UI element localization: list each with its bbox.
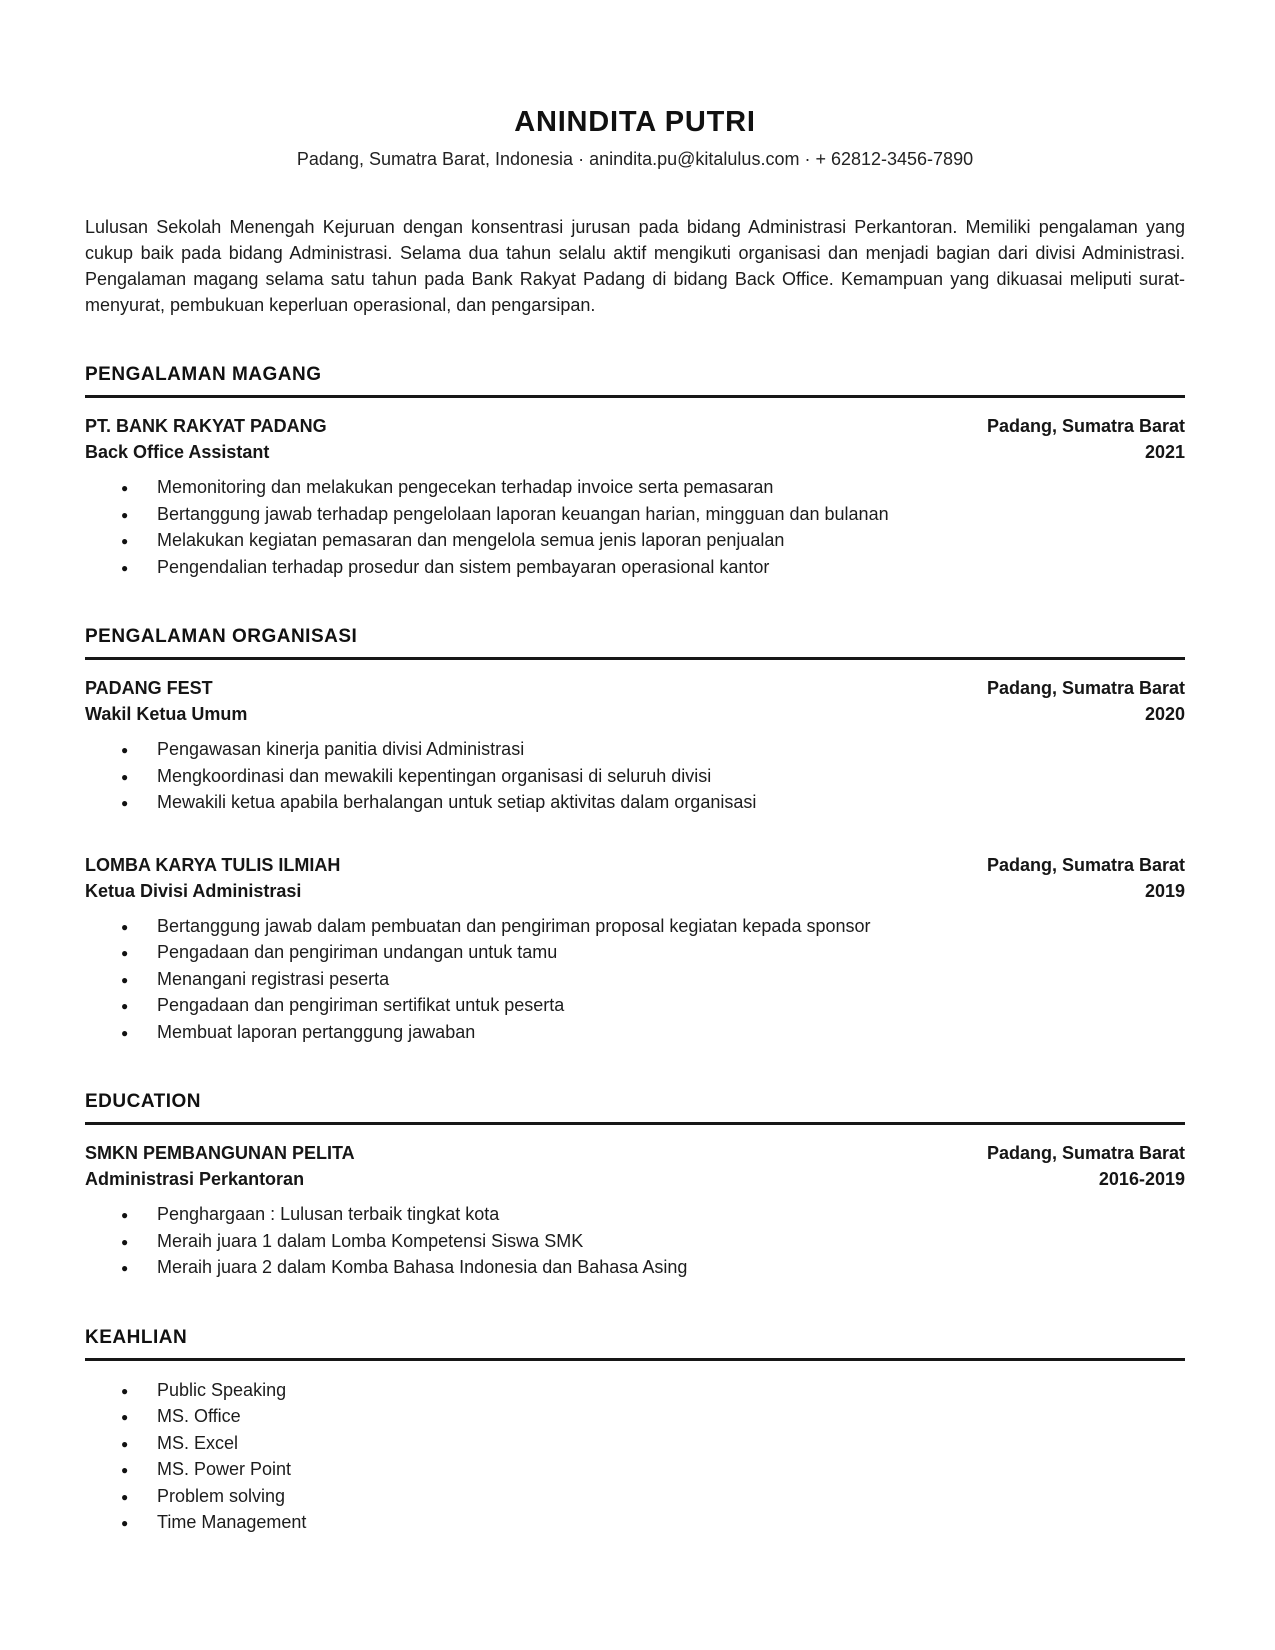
entry-location: Padang, Sumatra Barat xyxy=(986,1143,1185,1163)
org-name: PADANG FEST xyxy=(85,678,213,698)
entry-period: 2016-2019 xyxy=(1098,1169,1185,1189)
entry-header-row xyxy=(85,1140,1185,1166)
skill-item: ● Problem solving xyxy=(85,1483,1185,1510)
bullet-item: ● Pengadaan dan pengiriman undangan untuk tamu xyxy=(85,939,1185,966)
experience-entry xyxy=(85,413,1185,580)
role-title: Administrasi Perkantoran xyxy=(85,1169,305,1189)
bullet-item: ● Mengkoordinasi dan mewakili kepentingan organisasi di seluruh divisi xyxy=(85,763,1185,790)
skills-list xyxy=(85,1377,1185,1536)
bullet-item: ● Meraih juara 1 dalam Lomba Kompetensi Siswa SMK xyxy=(85,1228,1185,1255)
entry-subheader-row xyxy=(85,701,1185,727)
section-title: EDUCATION xyxy=(85,1091,202,1112)
bullet-item: ● Melakukan kegiatan pemasaran dan mengelola semua jenis laporan penjualan xyxy=(85,527,1185,554)
skill-item: ● MS. Office xyxy=(85,1403,1185,1430)
entry-subheader-row xyxy=(85,1166,1185,1192)
section-pengalaman-magang xyxy=(85,364,1185,580)
summary-paragraph: Lulusan Sekolah Menengah Kejuruan dengan konsentrasi jurusan pada bidang Administrasi Perkantoran. Memiliki pengalaman yang cukup baik pada bidang Administrasi. Selama dua tahun selalu aktif mengikuti organisasi dan menjadi bagian dari divisi Administrasi. Pengalaman magang selama satu tahun pada Bank Rakyat Padang di bidang Back Office. Kemampuan yang dikuasai meliputi surat-menyurat, pembukuan keperluan operasional, dan pengarsipan. xyxy=(85,217,1185,315)
section-divider xyxy=(85,395,1185,398)
entry-period: 2019 xyxy=(1144,880,1185,901)
bullet-list xyxy=(85,736,1185,816)
section-divider xyxy=(85,1122,1185,1125)
section-education xyxy=(85,1091,1185,1281)
role-title: Back Office Assistant xyxy=(85,442,270,462)
entry-header-row xyxy=(85,413,1185,439)
sections-container xyxy=(85,364,1185,1536)
bullet-item: ● Memonitoring dan melakukan pengecekan terhadap invoice serta pemasaran xyxy=(85,474,1185,501)
entry-period: 2021 xyxy=(1144,442,1185,462)
bullet-item: ● Bertanggung jawab terhadap pengelolaan laporan keuangan harian, mingguan dan bulanan xyxy=(85,501,1185,528)
resume-header xyxy=(85,106,1185,170)
bullet-item: ● Mewakili ketua apabila berhalangan untuk setiap aktivitas dalam organisasi xyxy=(85,789,1185,816)
bullet-item: ● Meraih juara 2 dalam Komba Bahasa Indonesia dan Bahasa Asing xyxy=(85,1254,1185,1281)
section-title: PENGALAMAN ORGANISASI xyxy=(85,626,358,647)
entry-location: Padang, Sumatra Barat xyxy=(986,854,1185,875)
org-name: PT. BANK RAKYAT PADANG xyxy=(85,416,327,436)
section-divider xyxy=(85,1358,1185,1361)
section-keahlian xyxy=(85,1327,1185,1536)
org-name: LOMBA KARYA TULIS ILMIAH xyxy=(85,854,341,875)
bullet-item: ● Menangani registrasi peserta xyxy=(85,966,1185,993)
experience-entry xyxy=(85,1140,1185,1281)
experience-entry xyxy=(85,675,1185,816)
entry-header-row xyxy=(85,675,1185,701)
skill-item: ● Public Speaking xyxy=(85,1377,1185,1404)
entry-period: 2020 xyxy=(1144,704,1185,724)
entry-location: Padang, Sumatra Barat xyxy=(986,416,1185,436)
bullet-item: ● Bertanggung jawab dalam pembuatan dan pengiriman proposal kegiatan kepada sponsor xyxy=(85,913,1185,940)
section-divider xyxy=(85,657,1185,660)
contact-line: Padang, Sumatra Barat, Indonesia · anindita.pu@kitalulus.com · + 62812-3456-7890 xyxy=(296,149,974,169)
bullet-item: ● Penghargaan : Lulusan terbaik tingkat kota xyxy=(85,1201,1185,1228)
bullet-list xyxy=(85,1201,1185,1281)
entry-subheader-row xyxy=(85,878,1185,904)
entry-header-row xyxy=(85,852,1185,878)
bullet-item: ● Pengendalian terhadap prosedur dan sistem pembayaran operasional kantor xyxy=(85,554,1185,581)
bullet-list xyxy=(85,474,1185,580)
section-title: PENGALAMAN MAGANG xyxy=(85,364,322,385)
candidate-name: ANINDITA PUTRI xyxy=(514,106,756,138)
skill-item: ● MS. Power Point xyxy=(85,1456,1185,1483)
section-title: KEAHLIAN xyxy=(85,1326,188,1348)
bullet-item: ● Pengawasan kinerja panitia divisi Administrasi xyxy=(85,736,1185,763)
skill-item: ● MS. Excel xyxy=(85,1430,1185,1457)
role-title: Wakil Ketua Umum xyxy=(85,704,248,724)
bullet-list xyxy=(85,913,1185,1046)
role-title: Ketua Divisi Administrasi xyxy=(85,880,302,901)
org-name: SMKN PEMBANGUNAN PELITA xyxy=(85,1143,355,1163)
entry-subheader-row xyxy=(85,439,1185,465)
bullet-item: ● Membuat laporan pertanggung jawaban xyxy=(85,1019,1185,1046)
entry-location: Padang, Sumatra Barat xyxy=(986,678,1185,698)
section-pengalaman-organisasi xyxy=(85,626,1185,1045)
skill-item: ● Time Management xyxy=(85,1509,1185,1536)
experience-entry xyxy=(85,852,1185,1046)
bullet-item: ● Pengadaan dan pengiriman sertifikat untuk peserta xyxy=(85,992,1185,1019)
